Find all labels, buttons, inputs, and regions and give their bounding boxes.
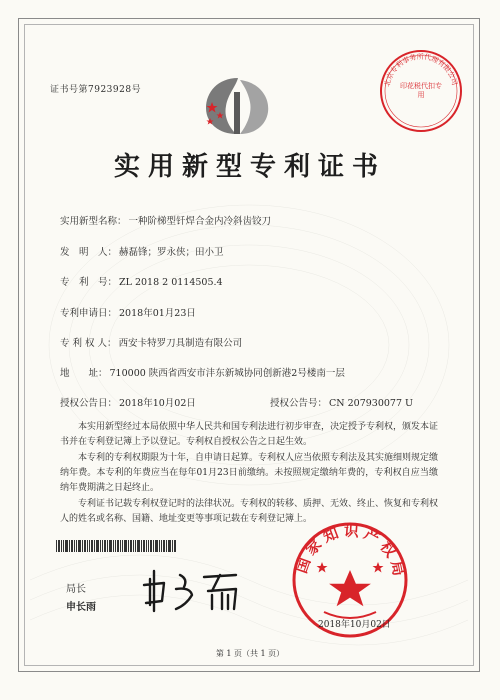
field-value: 西安卡特罗刀具制造有限公司: [118, 338, 243, 349]
field-grant-date: [60, 395, 196, 409]
tax-stamp: [376, 46, 466, 136]
field-inventor: [60, 244, 224, 258]
field-label: 专利申请日：: [60, 308, 118, 319]
field-grant-number: [270, 395, 413, 409]
field-value: ZL 2018 2 0114505.4: [119, 277, 223, 288]
field-value: 赫磊锋；罗永侠；田小卫: [119, 247, 224, 258]
director-signature: [140, 565, 250, 617]
tax-stamp-center-text: 印花税代扣专用: [400, 82, 442, 99]
field-address: [60, 365, 345, 379]
field-label: 专 利 权 人：: [60, 338, 117, 349]
field-value: CN 207930077 U: [329, 398, 414, 409]
tax-stamp-arc-text: 北京专利事务所代理有限公司: [383, 52, 459, 88]
field-patent-number: [60, 274, 223, 288]
field-value: 2018年01月23日: [119, 308, 196, 319]
paragraph-term: 本专利的专利权期限为十年，自申请日起算。专利权人应当依照专利法及其实施细则规定缴纳年费。本专利的年费应当在每年01月23日前缴纳。未按照规定缴纳年费的，专利权自应当缴纳年费期满之日起终止。: [60, 453, 439, 493]
field-label: 发 明 人：: [60, 247, 118, 258]
page-number: 第 1 页（共 1 页）: [215, 649, 285, 658]
field-filing-date: [60, 305, 196, 319]
seal-date: 2018年10月02日: [318, 620, 391, 630]
field-value: 710000 陕西省西安市沣东新城协同创新港2号楼南一层: [109, 368, 345, 379]
star-icon: [329, 570, 371, 606]
barcode: [56, 540, 176, 552]
field-label: 实用新型名称：: [60, 216, 127, 227]
field-label: 地 址：: [60, 368, 108, 379]
field-label: 授权公告号：: [270, 398, 328, 409]
certificate-title: 实用新型专利证书: [113, 152, 386, 182]
certificate-number: 证书号第7923928号: [50, 85, 142, 95]
field-label: 授权公告日：: [60, 398, 118, 409]
director-title: 局长: [66, 584, 86, 595]
paragraph-register: 专利证书记载专利权登记时的法律状况。专利权的转移、质押、无效、终止、恢复和专利权人的姓名或名称、国籍、地址变更等事项记载在专利登记簿上。: [60, 499, 439, 524]
field-value: 2018年10月02日: [119, 398, 196, 409]
field-utility-name: [60, 213, 271, 227]
field-value: 一种阶梯型钎焊合金内冷斜齿铰刀: [128, 216, 272, 227]
director-name: 申长雨: [66, 602, 96, 613]
seal-text: 国家知识产权局: [292, 521, 409, 582]
paragraph-grant: 本实用新型经过本局依照中华人民共和国专利法进行初步审查，决定授予专利权，颁发本证书并在专利登记簿上予以登记。专利权自授权公告之日起生效。: [60, 422, 439, 447]
field-patent-holder: [60, 335, 242, 349]
patent-office-logo: [198, 72, 278, 140]
field-label: 专 利 号：: [60, 277, 118, 288]
